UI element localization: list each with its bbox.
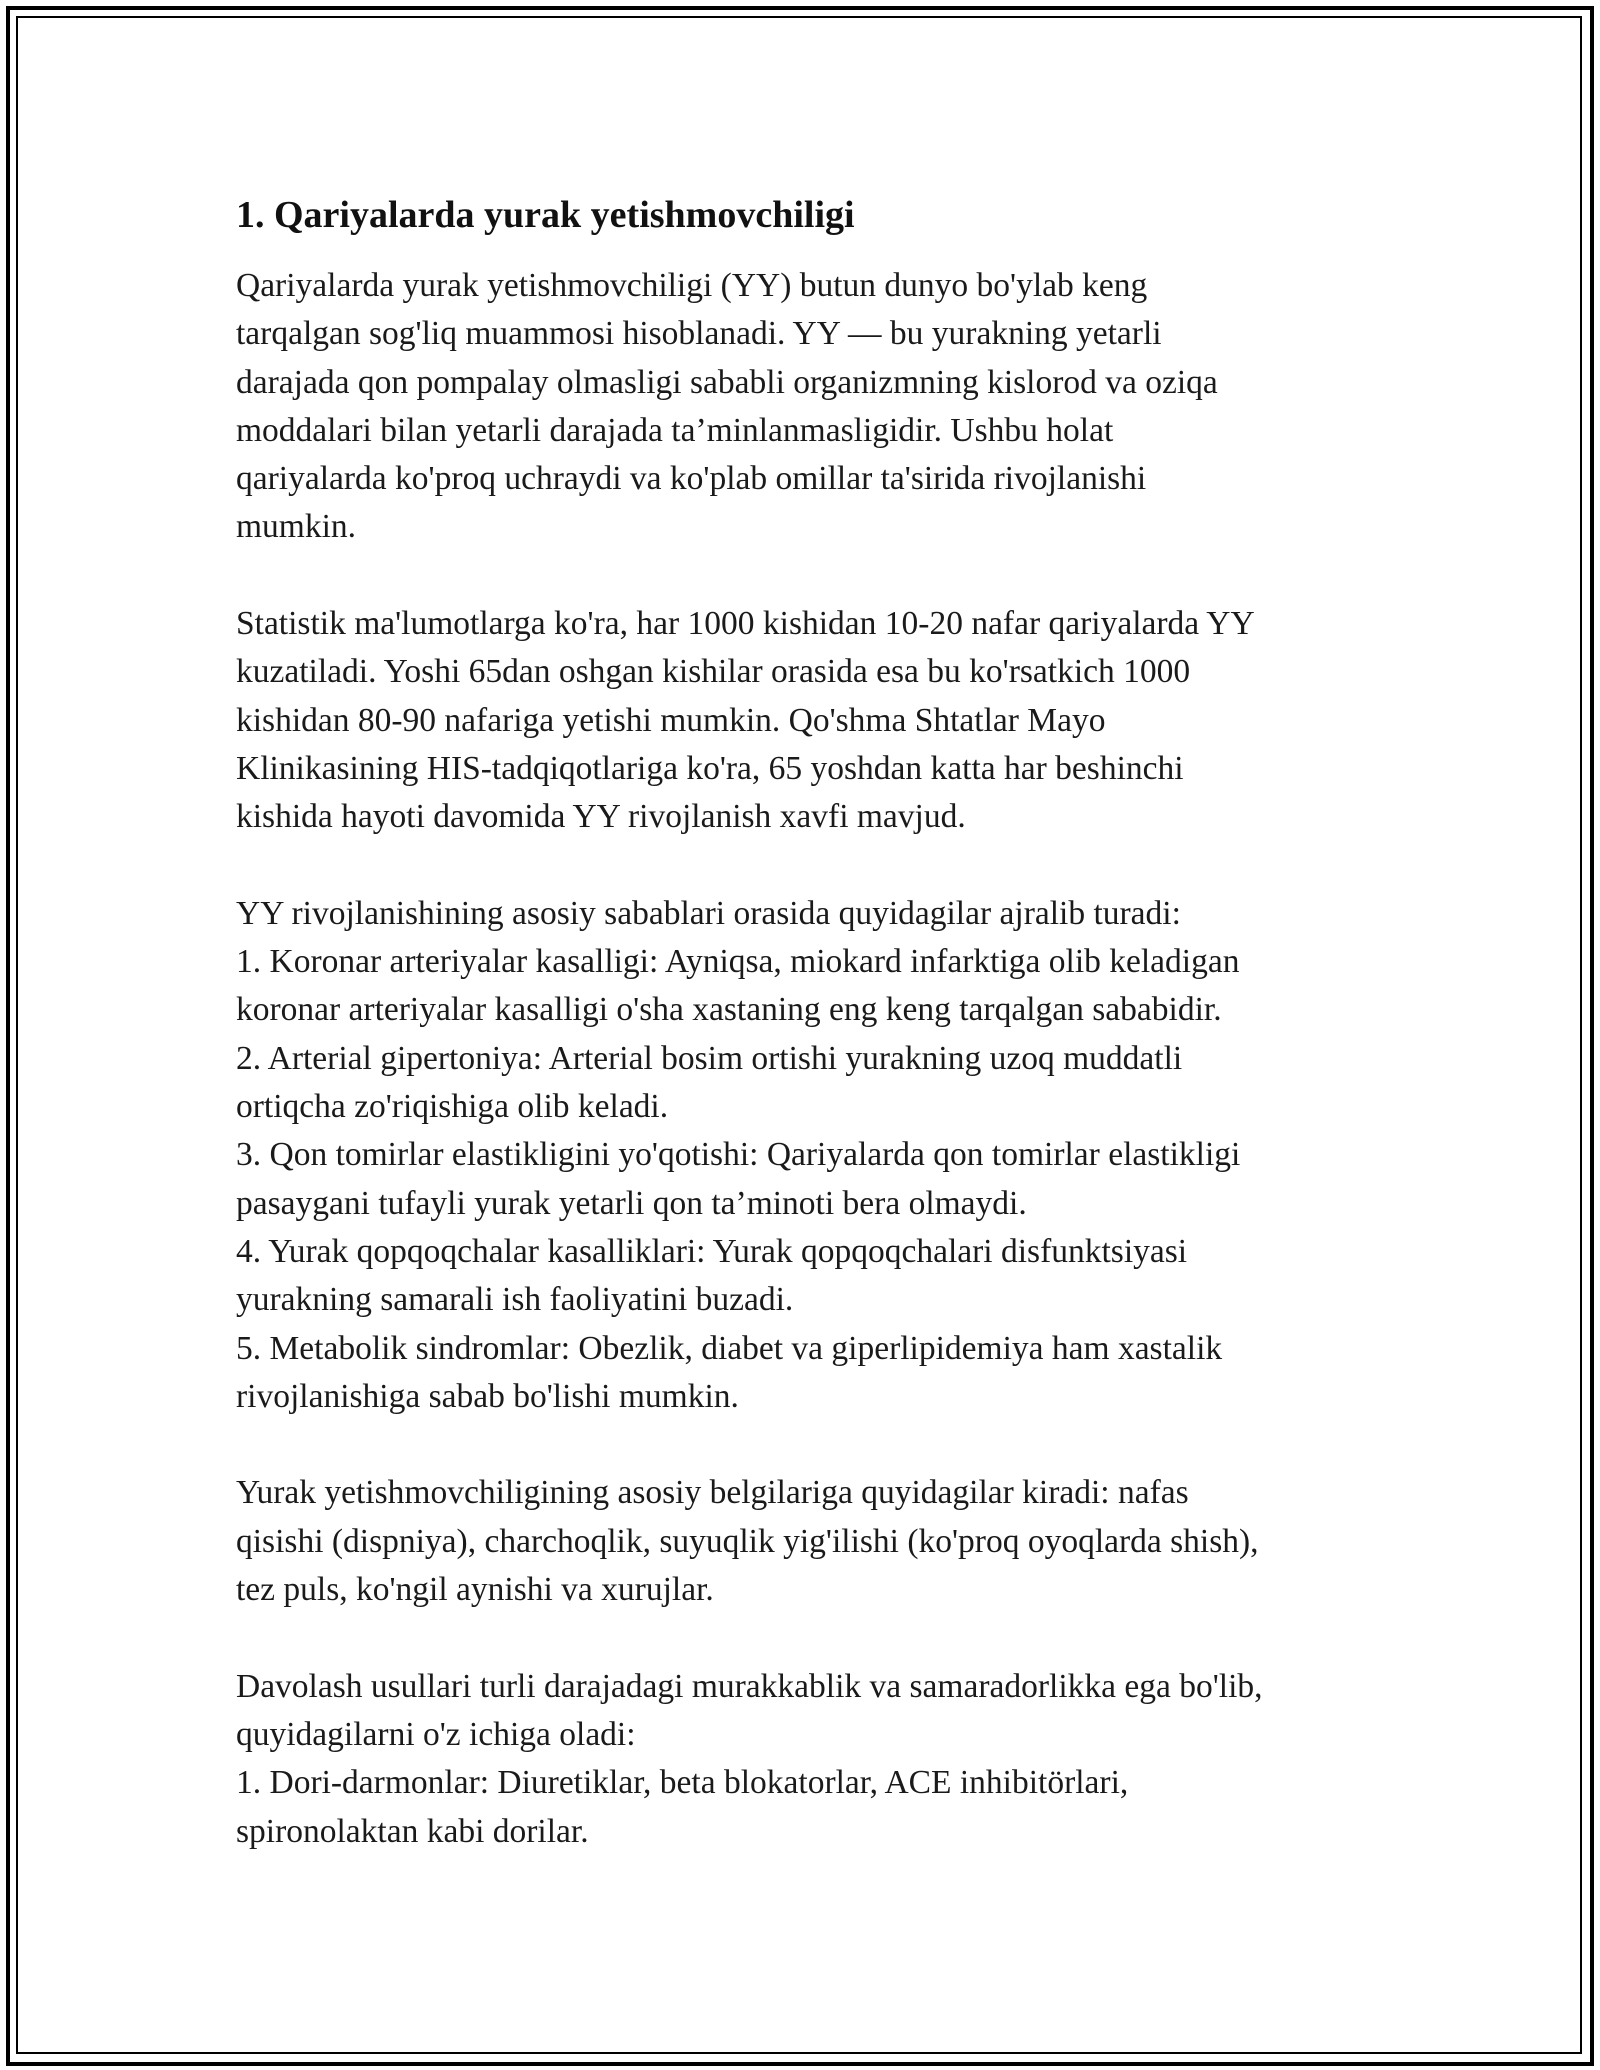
paragraph-list [236,262,1376,1856]
paragraph [236,600,1376,841]
text-line: koronar arteriyalar kasalligi o'sha xastaning eng keng tarqalgan sababidir. [236,991,1222,1029]
text-line: Davolash usullari turli darajadagi murakkablik va samaradorlikka ega bo'lib, [236,1667,1263,1705]
text-line: qisishi (dispniya), charchoqlik, suyuqlik yig'ilishi (ko'proq oyoqlarda shish), [236,1522,1259,1560]
text-line: tarqalgan sog'liq muammosi hisoblanadi. YY — bu yurakning yetarli [236,315,1162,353]
text-line: tez puls, ko'ngil aynishi va xurujlar. [236,1571,714,1609]
paragraph [236,1469,1376,1614]
text-line: 2. Arterial gipertoniya: Arterial bosim ortishi yurakning uzoq muddatli [236,1039,1183,1077]
text-line: qariyalarda ko'proq uchraydi va ko'plab omillar ta'sirida rivojlanishi [236,460,1147,498]
text-line: Yurak yetishmovchiligining asosiy belgilariga quyidagilar kiradi: nafas [236,1474,1189,1512]
text-line: 1. Dori-darmonlar: Diuretiklar, beta blokatorlar, ACE inhibitörlari, [236,1764,1129,1802]
text-line: moddalari bilan yetarli darajada ta’minlanmasligidir. Ushbu holat [236,411,1114,449]
text-line: Klinikasining HIS-tadqiqotlariga ko'ra, 65 yoshdan katta har beshinchi [236,749,1184,787]
text-line: darajada qon pompalay olmasligi sababli organizmning kislorod va oziqa [236,363,1218,401]
text-line: Statistik ma'lumotlarga ko'ra, har 1000 kishidan 10-20 nafar qariyalarda YY [236,605,1255,643]
text-line: yurakning samarali ish faoliyatini buzadi. [236,1281,794,1319]
document-title: 1. Qariyalarda yurak yetishmovchiligi [236,194,855,236]
text-line: Qariyalarda yurak yetishmovchiligi (YY) butun dunyo bo'ylab keng [236,267,1148,304]
text-line: 4. Yurak qopqoqchalar kasalliklari: Yurak qopqoqchalari disfunktsiyasi [236,1232,1188,1270]
paragraph [236,262,1376,552]
paragraph [236,890,1376,1421]
text-line: kishida hayoti davomida YY rivojlanish xavfi mavjud. [236,798,966,836]
text-line: pasaygani tufayli yurak yetarli qon ta’minoti bera olmaydi. [236,1184,1027,1222]
text-line: 5. Metabolik sindromlar: Obezlik, diabet va giperlipidemiya ham xastalik [236,1329,1223,1367]
text-line: kishidan 80-90 nafariga yetishi mumkin. Qo'shma Shtatlar Mayo [236,701,1106,739]
text-line: spironolaktan kabi dorilar. [236,1812,589,1850]
text-line: quyidagilarni o'z ichiga oladi: [236,1715,636,1753]
text-line: mumkin. [236,508,357,546]
text-line: rivojlanishiga sabab bo'lishi mumkin. [236,1377,739,1415]
text-line: ortiqcha zo'riqishiga olib keladi. [236,1088,669,1126]
text-line: 3. Qon tomirlar elastikligini yo'qotishi: Qariyalarda qon tomirlar elastikligi [236,1136,1241,1174]
document-body [236,182,1376,1904]
text-line: kuzatiladi. Yoshi 65dan oshgan kishilar orasida esa bu ko'rsatkich 1000 [236,653,1191,691]
text-line: YY rivojlanishining asosiy sabablari orasida quyidagilar ajralib turadi: [236,894,1181,932]
paragraph [236,1663,1376,1856]
text-line: 1. Koronar arteriyalar kasalligi: Ayniqsa, miokard infarktiga olib keladigan [236,943,1240,981]
